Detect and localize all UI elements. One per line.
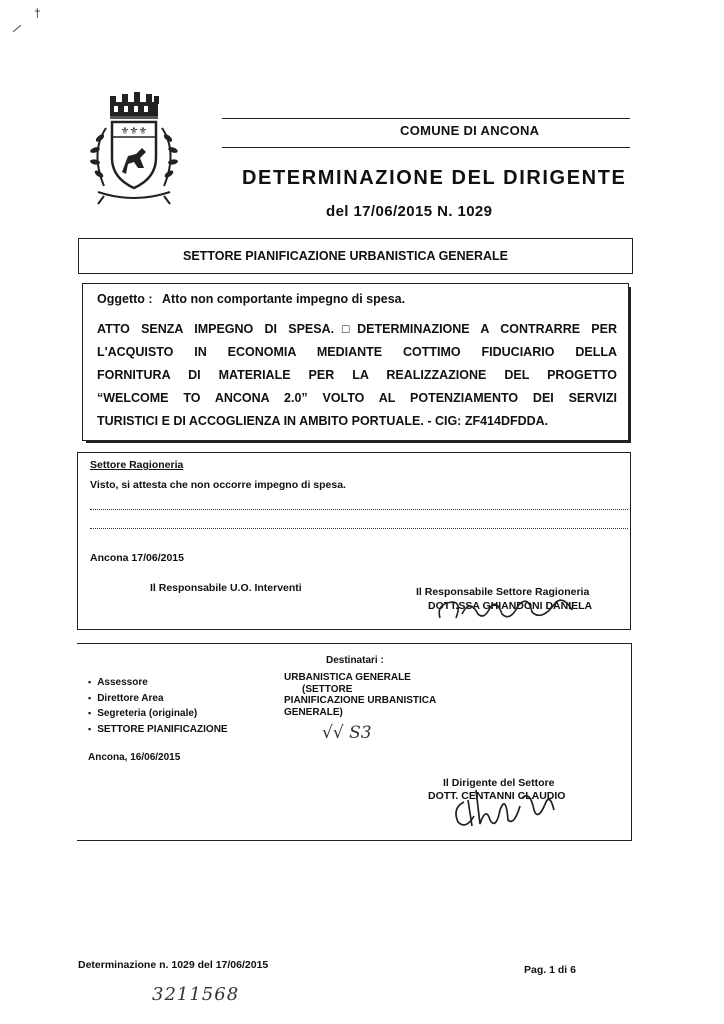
oggetto-line: FORNITURA DI MATERIALE PER LA REALIZZAZIONE DEL PROGETTO — [97, 368, 617, 382]
coat-of-arms-logo — [80, 92, 188, 210]
dirigente-label: Il Dirigente del Settore — [443, 777, 555, 789]
header-rule-top — [222, 118, 630, 119]
responsabile-settore: Il Responsabile Settore Ragioneria — [416, 586, 590, 598]
dotted-line — [90, 509, 628, 510]
recipient-line: (SETTORE — [302, 683, 353, 695]
destinatari-list — [88, 675, 228, 737]
ragioneria-heading: Settore Ragioneria — [90, 459, 184, 471]
recipient-line: URBANISTICA GENERALE — [284, 672, 411, 683]
header-rule-bottom — [222, 147, 630, 148]
dirigente-name: DOTT. CENTANNI CLAUDIO — [428, 790, 566, 802]
list-item: ▪ Direttore Area — [88, 691, 228, 707]
handwritten-protocol: 3211568 — [152, 984, 240, 1005]
document-title: DETERMINAZIONE DEL DIRIGENTE — [242, 167, 627, 189]
comune-name: COMUNE DI ANCONA — [400, 123, 540, 138]
svg-text:⚜⚜⚜: ⚜⚜⚜ — [120, 126, 148, 137]
responsabile-name: DOTT.SSA GHIANDONI DANIELA — [428, 600, 593, 612]
responsabile-uo: Il Responsabile U.O. Interventi — [150, 582, 302, 594]
ragioneria-date: Ancona 17/06/2015 — [90, 552, 184, 564]
oggetto-line: TURISTICI E DI ACCOGLIENZA IN AMBITO PORTUALE. - CIG: ZF414DFDDA. — [97, 414, 549, 428]
oggetto-line: L'ACQUISTO IN ECONOMIA MEDIANTE COTTIMO FIDUCIARIO DELLA — [97, 345, 617, 359]
oggetto-text: Atto non comportante impegno di spesa. — [162, 292, 406, 306]
destinatari-heading: Destinatari : — [326, 655, 384, 666]
list-item: ▪ SETTORE PIANIFICAZIONE — [88, 722, 228, 738]
ragioneria-visto: Visto, si attesta che non occorre impegno di spesa. — [90, 479, 346, 491]
handwritten-note: √√ S3 — [322, 723, 372, 743]
document-subtitle: del 17/06/2015 N. 1029 — [326, 203, 493, 220]
oggetto-label: Oggetto : — [97, 292, 153, 306]
dotted-line — [90, 528, 628, 529]
scan-mark — [13, 25, 21, 32]
signature-ragioneria — [432, 588, 582, 628]
oggetto-body — [97, 318, 617, 433]
list-item: ▪ Segreteria (originale) — [88, 706, 228, 722]
recipient-line: GENERALE) — [284, 706, 343, 718]
oggetto-line: “WELCOME TO ANCONA 2.0” VOLTO AL POTENZIAMENTO DEI SERVIZI — [97, 391, 617, 405]
signature-dirigente — [450, 780, 560, 832]
footer-reference: Determinazione n. 1029 del 17/06/2015 — [78, 959, 269, 971]
settore-label: SETTORE PIANIFICAZIONE URBANISTICA GENERALE — [183, 249, 509, 263]
scan-mark: † — [34, 6, 41, 20]
recipient-block — [284, 672, 436, 718]
destinatari-date: Ancona, 16/06/2015 — [88, 752, 181, 763]
list-item: ▪ Assessore — [88, 675, 228, 691]
oggetto-line: ATTO SENZA IMPEGNO DI SPESA.□DETERMINAZIONE A CONTRARRE PER — [97, 322, 617, 336]
oggetto-box-shadow — [86, 440, 631, 443]
recipient-line: PIANIFICAZIONE URBANISTICA — [284, 695, 437, 706]
oggetto-box-shadow — [628, 287, 631, 443]
oggetto-heading — [97, 292, 405, 306]
page-number: Pag. 1 di 6 — [524, 964, 576, 976]
